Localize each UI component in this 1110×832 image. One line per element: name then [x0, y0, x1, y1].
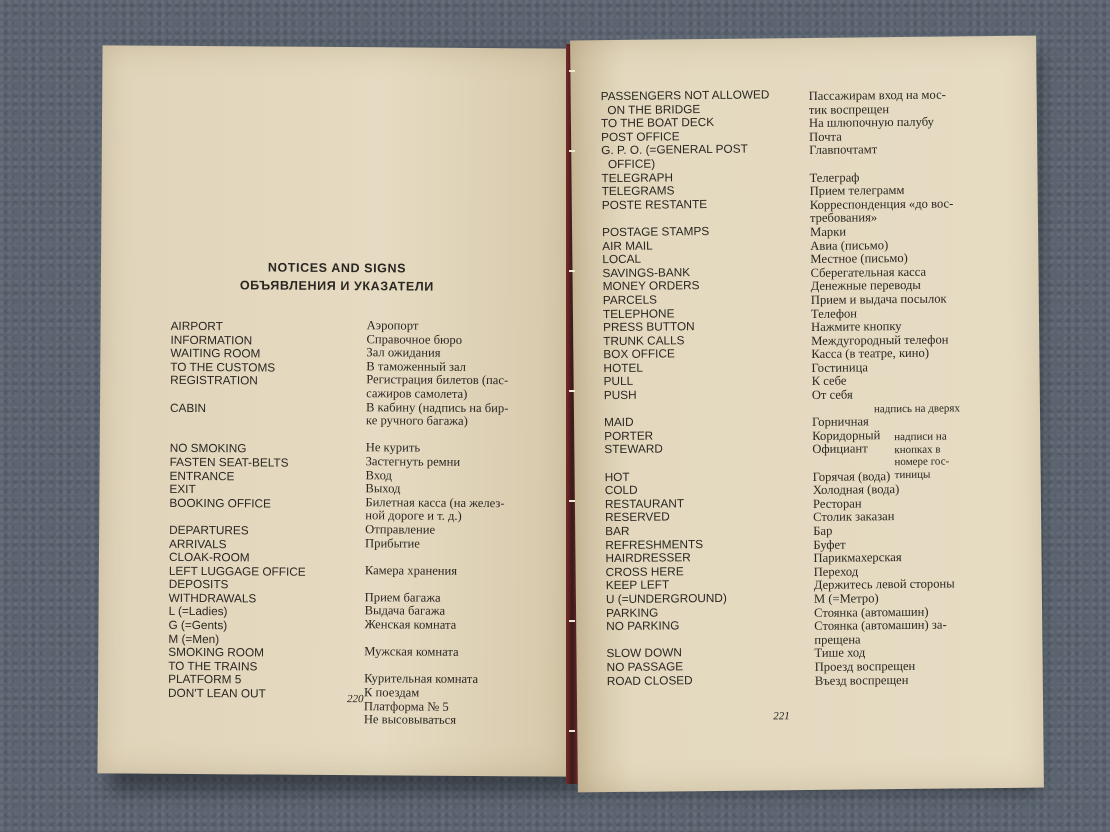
- english-term: LOCAL: [602, 251, 642, 267]
- russian-term: Горячая (вода): [812, 468, 891, 484]
- heading-russian: ОБЪЯВЛЕНИЯ И УКАЗАТЕЛИ: [239, 278, 434, 294]
- binding-stitch: [569, 150, 575, 152]
- russian-term: Застегнуть ремни: [365, 454, 461, 469]
- russian-term: В кабину (надпись на бир-: [365, 399, 509, 415]
- russian-term: Авиа (письмо): [810, 237, 889, 253]
- english-term: FASTEN SEAT-BELTS: [169, 454, 289, 470]
- english-term: SAVINGS-BANK: [602, 264, 691, 280]
- english-term: MAID: [604, 415, 634, 430]
- russian-term: Переход: [813, 564, 859, 579]
- english-term: PLATFORM 5: [168, 672, 242, 687]
- english-term: TELEPHONE: [602, 305, 675, 321]
- button-note: [894, 431, 949, 482]
- english-term: KEEP LEFT: [605, 577, 670, 593]
- english-terms-column: [601, 88, 776, 688]
- english-term: RESTAURANT: [604, 496, 685, 511]
- russian-term: Денежные переводы: [810, 278, 921, 294]
- russian-term: Парикмахерская: [813, 550, 902, 566]
- note-line: кнопках в: [894, 443, 941, 456]
- russian-term: Зал ожидания: [366, 345, 441, 360]
- russian-term: Ресторан: [812, 496, 862, 511]
- binding-stitch: [569, 390, 575, 392]
- russian-term: Столик заказан: [813, 509, 895, 525]
- english-term: RESERVED: [604, 509, 670, 525]
- english-term: DON'T LEAN OUT: [167, 685, 266, 701]
- russian-term: Отправление: [365, 522, 436, 537]
- english-term: ENTRANCE: [169, 468, 235, 483]
- binding-stitch: [569, 270, 575, 272]
- russian-term: Курительная комната: [364, 671, 479, 687]
- english-term: CROSS HERE: [605, 564, 684, 579]
- russian-term: Междугородный телефон: [811, 332, 949, 348]
- russian-term: Местное (письмо): [810, 251, 908, 267]
- english-term: TO THE CUSTOMS: [170, 359, 276, 375]
- russian-term: К себе: [811, 374, 847, 389]
- russian-term: Камера хранения: [364, 562, 458, 578]
- english-term: HOTEL: [603, 360, 643, 376]
- english-term: HOT: [604, 469, 630, 484]
- english-term: DEPARTURES: [169, 522, 249, 538]
- page-number: 221: [773, 710, 790, 723]
- russian-term: Не высовываться: [363, 712, 457, 728]
- english-term: TO THE TRAINS: [168, 658, 258, 674]
- russian-term: Въезд воспрещен: [814, 672, 909, 688]
- russian-term: Горничная: [812, 414, 869, 430]
- english-term: AIR MAIL: [602, 238, 653, 253]
- russian-term: Официант: [812, 441, 868, 457]
- english-term: [170, 415, 307, 430]
- russian-term: Буфет: [813, 537, 846, 552]
- russian-term: Выдача багажа: [364, 603, 446, 619]
- english-term: TELEGRAPH: [601, 169, 674, 185]
- english-term: WITHDRAWALS: [168, 590, 257, 606]
- russian-term: Телеграф: [809, 170, 860, 185]
- english-term: COLD: [604, 482, 638, 498]
- russian-term: Выход: [365, 481, 401, 496]
- russian-term: Прибытие: [365, 535, 420, 551]
- english-term: REGISTRATION: [170, 373, 258, 388]
- english-term: LEFT LUGGAGE OFFICE: [168, 563, 306, 579]
- russian-term: Прием багажа: [364, 590, 441, 605]
- english-term: BOX OFFICE: [603, 346, 675, 362]
- binding-stitch: [569, 620, 575, 622]
- english-term: TO THE BOAT DECK: [600, 115, 715, 131]
- english-term: STEWARD: [604, 441, 663, 457]
- english-term: PASSENGERS NOT ALLOWED: [600, 87, 770, 104]
- english-term: OFFICE): [601, 156, 656, 172]
- russian-term: Прием и выдача посылок: [810, 291, 947, 307]
- russian-term: От себя: [811, 387, 853, 403]
- english-term: POST OFFICE: [601, 129, 680, 144]
- english-term: NO SMOKING: [169, 441, 247, 456]
- english-term: PULL: [603, 374, 634, 389]
- russian-term: Пассажирам вход на мос-: [808, 87, 946, 103]
- english-term: DEPOSITS: [168, 577, 229, 592]
- russian-term: Касса (в театре, кино): [811, 346, 930, 362]
- russian-term: Тише ход: [814, 645, 866, 661]
- russian-term: Холодная (вода): [812, 482, 900, 498]
- russian-term: Билетная касса (на желез-: [365, 494, 505, 510]
- russian-term: Регистрация билетов (пас-: [366, 372, 509, 388]
- russian-term: Нажмите кнопку: [811, 319, 902, 335]
- english-term: WAITING ROOM: [170, 346, 261, 361]
- english-term: TRUNK CALLS: [603, 332, 685, 348]
- russian-terms-column: [809, 88, 959, 688]
- russian-term: К поездам: [363, 685, 420, 700]
- english-term: PARCELS: [602, 292, 658, 308]
- russian-term: Главпочтамт: [809, 142, 878, 158]
- russian-term: Справочное бюро: [366, 331, 463, 347]
- english-term: PORTER: [604, 428, 654, 443]
- russian-term: тик воспрещен: [808, 101, 890, 117]
- english-term: SLOW DOWN: [606, 645, 682, 661]
- english-term: POSTE RESTANTE: [601, 196, 708, 212]
- russian-term: Гостиница: [811, 360, 869, 375]
- english-term: TELEGRAMS: [601, 183, 675, 199]
- english-term: G (=Gents): [168, 617, 228, 633]
- english-term: ARRIVALS: [169, 536, 227, 551]
- english-term: L (=Ladies): [168, 604, 228, 619]
- russian-term: прещена: [814, 632, 861, 647]
- russian-term: Стоянка (автомашин): [814, 604, 929, 620]
- english-term: MONEY ORDERS: [602, 278, 700, 294]
- note-line: тиницы: [894, 468, 931, 481]
- russian-term: ной дороге и т. д.): [365, 508, 462, 524]
- note-line: номере гос-: [894, 455, 950, 469]
- english-term: G. P. O. (=GENERAL POST: [601, 141, 748, 158]
- russian-term: М (=Метро): [813, 591, 879, 606]
- russian-term: Не курить: [365, 440, 421, 455]
- english-term: PARKING: [605, 605, 659, 620]
- english-term: M (=Men): [168, 631, 220, 646]
- russian-term: Почта: [809, 129, 842, 144]
- russian-term: В таможенный зал: [366, 358, 467, 374]
- binding-stitch: [569, 730, 575, 732]
- right-page: [570, 36, 1044, 793]
- russian-term: Бар: [813, 523, 833, 538]
- russian-term: Стоянка (автомашин) за-: [814, 617, 947, 634]
- russian-term: Держитесь левой стороны: [813, 576, 955, 593]
- note-line: надписи на: [894, 430, 947, 444]
- russian-term: Вход: [365, 467, 393, 482]
- door-note: надпись на дверях: [873, 402, 960, 416]
- russian-term: На шлюпочную палубу: [808, 114, 934, 131]
- english-term: NO PASSAGE: [606, 659, 684, 675]
- english-term: REFRESHMENTS: [605, 536, 704, 552]
- english-term: PUSH: [603, 387, 637, 403]
- english-term: EXIT: [169, 481, 196, 497]
- russian-term: требования»: [809, 210, 878, 226]
- english-term: INFORMATION: [170, 332, 253, 348]
- left-page: [97, 45, 574, 776]
- russian-term: ке ручного багажа): [365, 413, 468, 429]
- english-term: BAR: [605, 523, 630, 539]
- russian-terms-column: [364, 319, 509, 728]
- russian-term: Марки: [810, 224, 847, 239]
- english-term: POSTAGE STAMPS: [602, 223, 710, 240]
- russian-term: Коридорный: [812, 428, 881, 443]
- english-term: AIRPORT: [170, 318, 223, 334]
- english-term: CABIN: [169, 400, 207, 415]
- binding-stitch: [569, 70, 575, 72]
- russian-term: Платформа № 5: [363, 698, 449, 714]
- english-term: U (=UNDERGROUND): [605, 590, 727, 607]
- english-term: SMOKING ROOM: [168, 645, 265, 660]
- english-terms-column: [168, 320, 307, 702]
- page-number: 220: [346, 693, 364, 706]
- heading-english: NOTICES AND SIGNS: [267, 260, 407, 276]
- binding-stitch: [569, 500, 575, 502]
- russian-term: Проезд воспрещен: [814, 658, 916, 674]
- russian-term: Корреспонденция «до вос-: [809, 196, 954, 212]
- english-term: ROAD CLOSED: [606, 672, 693, 688]
- russian-term: Женская комната: [364, 617, 457, 632]
- english-term: NO PARKING: [606, 618, 680, 634]
- english-term: PRESS BUTTON: [603, 319, 695, 335]
- russian-term: Сберегательная касса: [810, 264, 927, 280]
- english-term: BOOKING OFFICE: [169, 495, 271, 511]
- russian-term: Мужская комната: [364, 644, 459, 660]
- russian-term: Аэропорт: [366, 318, 419, 333]
- english-term: CLOAK-ROOM: [168, 549, 250, 565]
- russian-term: Телефон: [810, 305, 858, 321]
- english-term: HAIRDRESSER: [605, 550, 691, 566]
- russian-term: сажиров самолета): [366, 386, 468, 401]
- english-term: ON THE BRIDGE: [600, 101, 701, 117]
- russian-term: Прием телеграмм: [809, 183, 905, 199]
